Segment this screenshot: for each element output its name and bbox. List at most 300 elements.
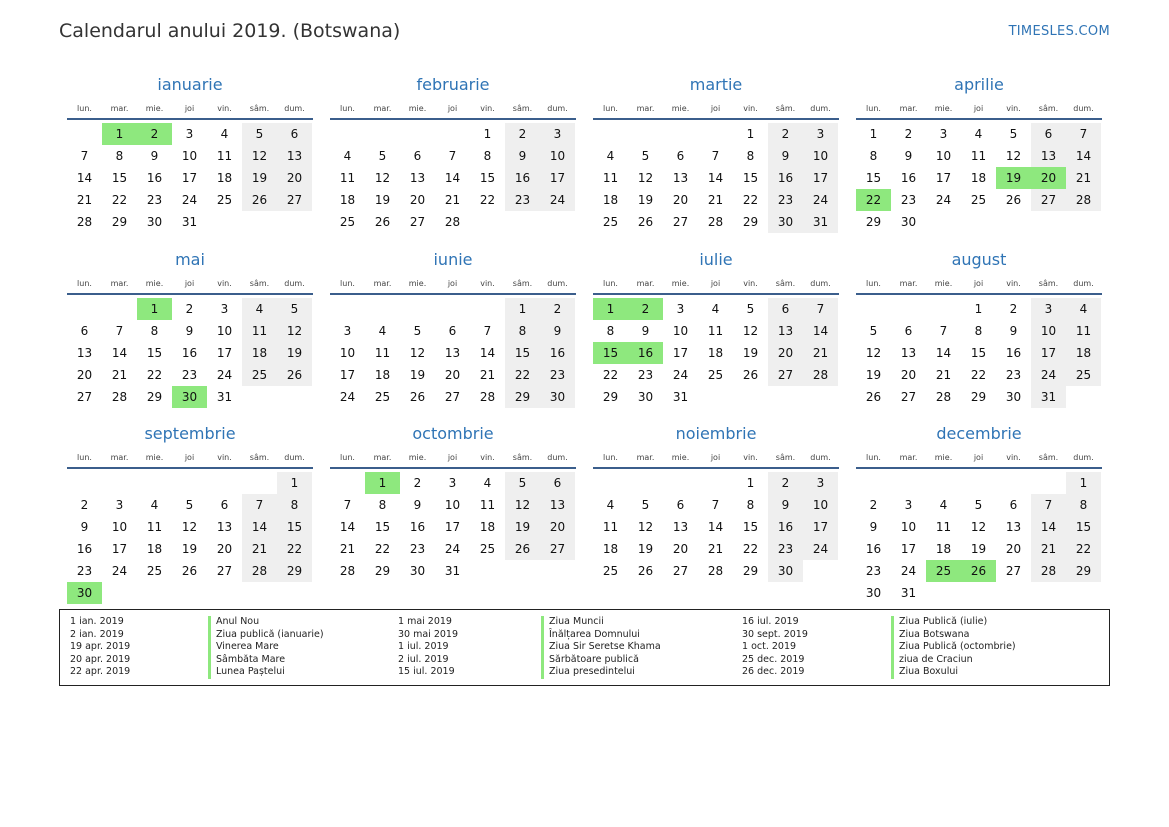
day-cell: 20 bbox=[672, 193, 689, 207]
day-cell: 5 bbox=[242, 123, 277, 145]
day-cell: 18 bbox=[216, 171, 233, 185]
day-cell: 6 bbox=[220, 498, 229, 512]
day-cell: 6 bbox=[413, 149, 422, 163]
month-name: aprilie bbox=[954, 75, 1004, 94]
weekday-label: mar. bbox=[636, 104, 655, 113]
day-cell: 14 bbox=[707, 171, 724, 185]
day-cell: 18 bbox=[374, 368, 391, 382]
day-cell: 3 bbox=[448, 476, 457, 490]
holiday-day-cell: 25 bbox=[926, 560, 961, 582]
holiday-day-cell: 2 bbox=[137, 123, 172, 145]
legend-holiday-name: Ziua presedintelui bbox=[541, 666, 661, 679]
day-cell: 2 bbox=[505, 123, 540, 145]
holiday-day-cell: 1 bbox=[365, 472, 400, 494]
day-cell: 10 bbox=[181, 149, 198, 163]
day-cell: 29 bbox=[1066, 560, 1101, 582]
holiday-day-cell: 1 bbox=[102, 123, 137, 145]
day-cell: 7 bbox=[448, 149, 457, 163]
day-cell: 27 bbox=[672, 564, 689, 578]
day-cell: 13 bbox=[76, 346, 93, 360]
day-cell: 11 bbox=[970, 149, 987, 163]
weekday-label: mar. bbox=[899, 279, 918, 288]
weekday-label: sâm. bbox=[1038, 453, 1059, 462]
day-cell: 23 bbox=[146, 193, 163, 207]
weekday-label: vin. bbox=[1006, 453, 1021, 462]
day-cell: 2 bbox=[904, 127, 913, 141]
day-cell: 17 bbox=[181, 171, 198, 185]
day-cell: 17 bbox=[444, 520, 461, 534]
day-cell: 1 bbox=[974, 302, 983, 316]
day-cell: 14 bbox=[479, 346, 496, 360]
day-cell: 27 bbox=[76, 390, 93, 404]
day-cell: 19 bbox=[637, 542, 654, 556]
weekday-label: mar. bbox=[110, 453, 129, 462]
weekday-label: joi bbox=[184, 279, 195, 288]
day-cell: 24 bbox=[181, 193, 198, 207]
month-aprilie bbox=[856, 74, 1102, 229]
day-cell: 4 bbox=[343, 149, 352, 163]
day-cell: 22 bbox=[146, 368, 163, 382]
day-cell: 18 bbox=[602, 542, 619, 556]
day-cell: 26 bbox=[374, 215, 391, 229]
day-cell: 9 bbox=[768, 145, 803, 167]
holiday-day-cell: 19 bbox=[996, 167, 1031, 189]
day-cell: 24 bbox=[540, 189, 575, 211]
month-februarie bbox=[330, 74, 576, 229]
day-cell: 11 bbox=[602, 520, 619, 534]
day-cell: 10 bbox=[339, 346, 356, 360]
holiday-legend bbox=[59, 609, 1110, 686]
day-cell: 17 bbox=[1031, 342, 1066, 364]
day-cell: 21 bbox=[111, 368, 128, 382]
day-cell: 30 bbox=[865, 586, 882, 600]
day-cell: 27 bbox=[277, 189, 312, 211]
day-cell: 20 bbox=[1005, 542, 1022, 556]
weekday-label: mie. bbox=[934, 279, 953, 288]
day-cell: 24 bbox=[672, 368, 689, 382]
month-noiembrie bbox=[593, 423, 839, 578]
weekday-label: lun. bbox=[603, 279, 618, 288]
day-cell: 9 bbox=[641, 324, 650, 338]
day-cell: 21 bbox=[707, 193, 724, 207]
weekday-label: dum. bbox=[1073, 453, 1094, 462]
day-cell: 18 bbox=[242, 342, 277, 364]
month-name: octombrie bbox=[412, 424, 494, 443]
legend-dates-column bbox=[398, 616, 458, 679]
legend-date: 26 dec. 2019 bbox=[742, 666, 805, 677]
day-cell: 2 bbox=[540, 298, 575, 320]
weekday-label: sâm. bbox=[512, 104, 533, 113]
site-link[interactable]: TIMESLES.COM bbox=[1008, 24, 1110, 39]
holiday-day-cell: 1 bbox=[137, 298, 172, 320]
day-cell: 26 bbox=[277, 364, 312, 386]
day-cell: 27 bbox=[768, 364, 803, 386]
day-cell: 29 bbox=[742, 215, 759, 229]
day-cell: 4 bbox=[150, 498, 159, 512]
day-cell: 16 bbox=[1005, 346, 1022, 360]
day-cell: 26 bbox=[742, 368, 759, 382]
day-cell: 8 bbox=[277, 494, 312, 516]
weekday-label: vin. bbox=[1006, 104, 1021, 113]
day-cell: 12 bbox=[970, 520, 987, 534]
day-cell: 2 bbox=[413, 476, 422, 490]
weekday-label: mie. bbox=[934, 104, 953, 113]
weekday-label: lun. bbox=[866, 453, 881, 462]
day-cell: 6 bbox=[676, 498, 685, 512]
weekday-label: lun. bbox=[603, 104, 618, 113]
month-name: iunie bbox=[433, 250, 473, 269]
weekday-label: dum. bbox=[284, 279, 305, 288]
weekday-label: mie. bbox=[671, 279, 690, 288]
weekday-label: lun. bbox=[340, 104, 355, 113]
day-cell: 18 bbox=[602, 193, 619, 207]
legend-date: 1 ian. 2019 bbox=[70, 616, 124, 627]
weekday-label: sâm. bbox=[775, 453, 796, 462]
legend-dates-column bbox=[70, 616, 130, 679]
day-cell: 3 bbox=[115, 498, 124, 512]
weekday-label: dum. bbox=[810, 453, 831, 462]
day-cell: 30 bbox=[637, 390, 654, 404]
day-cell: 5 bbox=[641, 498, 650, 512]
day-cell: 11 bbox=[374, 346, 391, 360]
weekday-label: mar. bbox=[636, 279, 655, 288]
legend-names-column bbox=[541, 616, 661, 679]
day-cell: 31 bbox=[803, 211, 838, 233]
day-cell: 9 bbox=[768, 494, 803, 516]
day-cell: 23 bbox=[409, 542, 426, 556]
weekday-label: joi bbox=[447, 104, 458, 113]
day-cell: 27 bbox=[409, 215, 426, 229]
weekday-header bbox=[856, 102, 1102, 120]
day-cell: 2 bbox=[80, 498, 89, 512]
day-cell: 30 bbox=[146, 215, 163, 229]
month-mai bbox=[67, 249, 313, 404]
month-name: mai bbox=[175, 250, 205, 269]
day-cell: 11 bbox=[146, 520, 163, 534]
day-cell: 16 bbox=[146, 171, 163, 185]
weekday-label: vin. bbox=[480, 453, 495, 462]
day-cell: 7 bbox=[711, 498, 720, 512]
day-cell: 14 bbox=[1066, 145, 1101, 167]
day-cell: 4 bbox=[606, 149, 615, 163]
day-cell: 18 bbox=[339, 193, 356, 207]
day-cell: 21 bbox=[803, 342, 838, 364]
day-cell: 20 bbox=[76, 368, 93, 382]
weekday-label: mie. bbox=[145, 104, 164, 113]
day-cell: 31 bbox=[216, 390, 233, 404]
day-cell: 7 bbox=[1066, 123, 1101, 145]
day-cell: 14 bbox=[803, 320, 838, 342]
weekday-label: dum. bbox=[810, 104, 831, 113]
legend-holiday-name: Anul Nou bbox=[208, 616, 324, 629]
month-decembrie bbox=[856, 423, 1102, 600]
legend-date: 22 apr. 2019 bbox=[70, 666, 131, 677]
day-cell: 26 bbox=[409, 390, 426, 404]
day-cell: 24 bbox=[900, 564, 917, 578]
day-cell: 26 bbox=[505, 538, 540, 560]
legend-date: 16 iul. 2019 bbox=[742, 616, 799, 627]
day-cell: 24 bbox=[444, 542, 461, 556]
day-cell: 10 bbox=[540, 145, 575, 167]
month-iunie bbox=[330, 249, 576, 404]
legend-date: 1 mai 2019 bbox=[398, 616, 452, 627]
day-cell: 29 bbox=[111, 215, 128, 229]
day-cell: 27 bbox=[540, 538, 575, 560]
weekday-label: lun. bbox=[77, 279, 92, 288]
day-cell: 5 bbox=[277, 298, 312, 320]
day-cell: 3 bbox=[185, 127, 194, 141]
weekday-label: joi bbox=[710, 453, 721, 462]
day-cell: 6 bbox=[277, 123, 312, 145]
calendar-grid bbox=[67, 74, 1102, 604]
weekday-label: mie. bbox=[408, 104, 427, 113]
day-cell: 3 bbox=[803, 123, 838, 145]
day-cell: 23 bbox=[865, 564, 882, 578]
day-cell: 5 bbox=[505, 472, 540, 494]
day-cell: 5 bbox=[1009, 127, 1018, 141]
month-name: decembrie bbox=[936, 424, 1022, 443]
day-cell: 17 bbox=[803, 516, 838, 538]
day-cell: 9 bbox=[904, 149, 913, 163]
weekday-label: sâm. bbox=[249, 453, 270, 462]
month-iulie bbox=[593, 249, 839, 404]
day-cell: 28 bbox=[479, 390, 496, 404]
weekday-label: mar. bbox=[373, 453, 392, 462]
day-cell: 16 bbox=[900, 171, 917, 185]
day-cell: 28 bbox=[1031, 560, 1066, 582]
day-cell: 22 bbox=[742, 542, 759, 556]
day-cell: 9 bbox=[413, 498, 422, 512]
day-cell: 27 bbox=[444, 390, 461, 404]
day-cell: 4 bbox=[711, 302, 720, 316]
day-cell: 3 bbox=[939, 127, 948, 141]
weekday-header bbox=[67, 451, 313, 469]
day-cell: 29 bbox=[146, 390, 163, 404]
day-cell: 24 bbox=[935, 193, 952, 207]
day-cell: 15 bbox=[505, 342, 540, 364]
month-august bbox=[856, 249, 1102, 404]
day-cell: 13 bbox=[900, 346, 917, 360]
day-cell: 19 bbox=[742, 346, 759, 360]
weekday-label: mie. bbox=[934, 453, 953, 462]
day-cell: 9 bbox=[150, 149, 159, 163]
day-cell: 8 bbox=[974, 324, 983, 338]
day-cell: 6 bbox=[448, 324, 457, 338]
day-cell: 7 bbox=[242, 494, 277, 516]
day-cell: 31 bbox=[900, 586, 917, 600]
day-cell: 31 bbox=[1031, 386, 1066, 408]
day-cell: 18 bbox=[146, 542, 163, 556]
day-cell: 19 bbox=[637, 193, 654, 207]
day-cell: 7 bbox=[1031, 494, 1066, 516]
weekday-label: dum. bbox=[547, 104, 568, 113]
weekday-label: lun. bbox=[603, 453, 618, 462]
day-cell: 19 bbox=[277, 342, 312, 364]
day-cell: 22 bbox=[505, 364, 540, 386]
day-cell: 20 bbox=[444, 368, 461, 382]
day-cell: 8 bbox=[115, 149, 124, 163]
day-cell: 29 bbox=[865, 215, 882, 229]
legend-holiday-name: Lunea Paștelui bbox=[208, 666, 324, 679]
day-cell: 18 bbox=[479, 520, 496, 534]
weekday-label: mar. bbox=[373, 104, 392, 113]
day-cell: 22 bbox=[742, 193, 759, 207]
day-cell: 24 bbox=[216, 368, 233, 382]
day-cell: 13 bbox=[672, 171, 689, 185]
day-cell: 22 bbox=[479, 193, 496, 207]
weekday-label: mar. bbox=[373, 279, 392, 288]
weekday-label: vin. bbox=[217, 104, 232, 113]
day-cell: 2 bbox=[1009, 302, 1018, 316]
day-cell: 25 bbox=[479, 542, 496, 556]
day-cell: 11 bbox=[707, 324, 724, 338]
day-cell: 23 bbox=[540, 364, 575, 386]
weekday-label: joi bbox=[973, 453, 984, 462]
weekday-header bbox=[593, 451, 839, 469]
day-cell: 16 bbox=[865, 542, 882, 556]
day-cell: 13 bbox=[216, 520, 233, 534]
day-cell: 30 bbox=[768, 560, 803, 582]
day-cell: 25 bbox=[602, 215, 619, 229]
weekday-label: joi bbox=[447, 453, 458, 462]
holiday-day-cell: 2 bbox=[628, 298, 663, 320]
weekday-label: sâm. bbox=[775, 104, 796, 113]
day-cell: 7 bbox=[80, 149, 89, 163]
weekday-label: sâm. bbox=[1038, 279, 1059, 288]
day-cell: 3 bbox=[540, 123, 575, 145]
day-cell: 5 bbox=[869, 324, 878, 338]
holiday-day-cell: 20 bbox=[1031, 167, 1066, 189]
holiday-day-cell: 15 bbox=[593, 342, 628, 364]
day-cell: 11 bbox=[602, 171, 619, 185]
weekday-label: sâm. bbox=[1038, 104, 1059, 113]
day-cell: 15 bbox=[146, 346, 163, 360]
day-cell: 14 bbox=[242, 516, 277, 538]
legend-holiday-name: Ziua Sir Seretse Khama bbox=[541, 641, 661, 654]
day-cell: 28 bbox=[707, 564, 724, 578]
day-cell: 6 bbox=[676, 149, 685, 163]
day-cell: 17 bbox=[803, 167, 838, 189]
legend-date: 20 apr. 2019 bbox=[70, 653, 131, 665]
legend-holiday-name: Ziua Publică (iulie) bbox=[891, 616, 1016, 629]
month-septembrie bbox=[67, 423, 313, 600]
day-cell: 19 bbox=[242, 167, 277, 189]
day-cell: 2 bbox=[768, 472, 803, 494]
day-cell: 19 bbox=[865, 368, 882, 382]
day-cell: 21 bbox=[707, 542, 724, 556]
day-cell: 10 bbox=[111, 520, 128, 534]
month-octombrie bbox=[330, 423, 576, 578]
day-cell: 11 bbox=[339, 171, 356, 185]
day-cell: 29 bbox=[505, 386, 540, 408]
day-cell: 8 bbox=[378, 498, 387, 512]
day-cell: 6 bbox=[904, 324, 913, 338]
weekday-header bbox=[856, 451, 1102, 469]
day-cell: 26 bbox=[637, 215, 654, 229]
day-cell: 10 bbox=[803, 494, 838, 516]
weekday-label: vin. bbox=[217, 453, 232, 462]
day-cell: 17 bbox=[111, 542, 128, 556]
day-cell: 12 bbox=[181, 520, 198, 534]
day-cell: 17 bbox=[900, 542, 917, 556]
day-cell: 26 bbox=[181, 564, 198, 578]
day-cell: 31 bbox=[181, 215, 198, 229]
weekday-label: joi bbox=[973, 279, 984, 288]
day-cell: 12 bbox=[277, 320, 312, 342]
weekday-label: vin. bbox=[217, 279, 232, 288]
day-cell: 25 bbox=[707, 368, 724, 382]
legend-date: 1 oct. 2019 bbox=[742, 641, 797, 652]
day-cell: 13 bbox=[277, 145, 312, 167]
weekday-label: lun. bbox=[77, 104, 92, 113]
legend-holiday-name: Ziua publică (ianuarie) bbox=[208, 629, 324, 642]
day-cell: 15 bbox=[479, 171, 496, 185]
day-cell: 11 bbox=[216, 149, 233, 163]
weekday-label: lun. bbox=[340, 279, 355, 288]
day-cell: 19 bbox=[505, 516, 540, 538]
day-cell: 28 bbox=[444, 215, 461, 229]
day-cell: 25 bbox=[146, 564, 163, 578]
day-cell: 18 bbox=[1066, 342, 1101, 364]
day-cell: 30 bbox=[900, 215, 917, 229]
legend-holiday-name: Ziua Publică (octombrie) bbox=[891, 641, 1016, 654]
day-cell: 23 bbox=[768, 189, 803, 211]
day-cell: 1 bbox=[277, 472, 312, 494]
weekday-label: joi bbox=[710, 104, 721, 113]
day-cell: 9 bbox=[80, 520, 89, 534]
day-cell: 22 bbox=[1066, 538, 1101, 560]
day-cell: 28 bbox=[803, 364, 838, 386]
day-cell: 11 bbox=[935, 520, 952, 534]
weekday-label: sâm. bbox=[775, 279, 796, 288]
day-cell: 11 bbox=[242, 320, 277, 342]
day-cell: 30 bbox=[409, 564, 426, 578]
legend-holiday-name: Ziua Botswana bbox=[891, 629, 1016, 642]
day-cell: 18 bbox=[970, 171, 987, 185]
day-cell: 14 bbox=[935, 346, 952, 360]
day-cell: 28 bbox=[242, 560, 277, 582]
day-cell: 19 bbox=[181, 542, 198, 556]
weekday-label: lun. bbox=[340, 453, 355, 462]
day-cell: 16 bbox=[409, 520, 426, 534]
day-cell: 25 bbox=[602, 564, 619, 578]
day-cell: 30 bbox=[768, 211, 803, 233]
day-cell: 8 bbox=[746, 498, 755, 512]
weekday-header bbox=[593, 102, 839, 120]
day-cell: 8 bbox=[606, 324, 615, 338]
day-cell: 7 bbox=[711, 149, 720, 163]
weekday-label: dum. bbox=[284, 453, 305, 462]
month-name: august bbox=[951, 250, 1007, 269]
legend-date: 30 mai 2019 bbox=[398, 628, 459, 640]
day-cell: 8 bbox=[1066, 494, 1101, 516]
day-cell: 10 bbox=[216, 324, 233, 338]
day-cell: 8 bbox=[746, 149, 755, 163]
day-cell: 12 bbox=[1005, 149, 1022, 163]
day-cell: 5 bbox=[378, 149, 387, 163]
day-cell: 29 bbox=[742, 564, 759, 578]
day-cell: 10 bbox=[444, 498, 461, 512]
day-cell: 9 bbox=[1009, 324, 1018, 338]
day-cell: 11 bbox=[479, 498, 496, 512]
day-cell: 24 bbox=[803, 189, 838, 211]
day-cell: 1 bbox=[746, 476, 755, 490]
day-cell: 15 bbox=[277, 516, 312, 538]
holiday-day-cell: 26 bbox=[961, 560, 996, 582]
legend-date: 30 sept. 2019 bbox=[742, 628, 808, 640]
day-cell: 7 bbox=[939, 324, 948, 338]
legend-date: 1 iul. 2019 bbox=[398, 641, 449, 652]
